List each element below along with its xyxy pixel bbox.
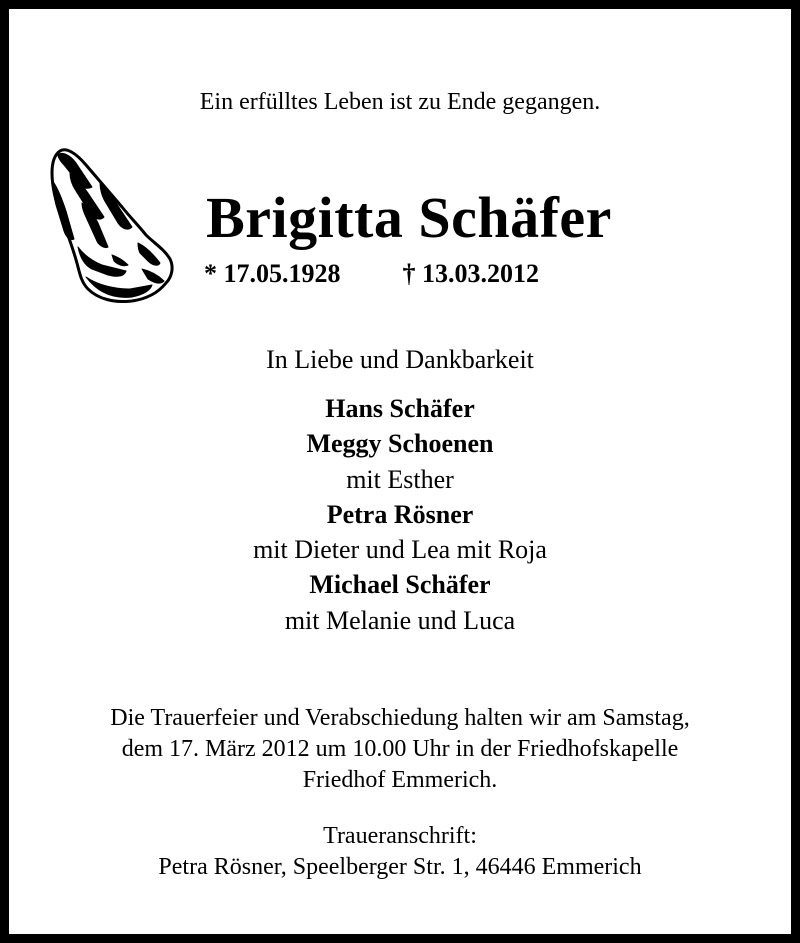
family-member: Michael Schäfer [309,570,491,600]
family-member: mit Dieter und Lea mit Roja [253,535,547,565]
address-text: Petra Rösner, Speelberger Str. 1, 46446 Emmerich [158,854,642,880]
family-member: mit Melanie und Luca [284,605,516,635]
service-line: Die Trauerfeier und Verabschiedung halten wir am Samstag, [110,705,690,731]
mourning-address [9,821,791,883]
family-member: mit Esther [346,464,454,494]
service-line: dem 17. März 2012 um 10.00 Uhr in der Friedhofskapelle [121,736,679,762]
deceased-name: Brigitta Schäfer [206,185,612,250]
service-line: Friedhof Emmerich. [302,767,498,793]
family-member: Meggy Schoenen [306,429,494,459]
death-date: † 13.03.2012 [402,259,539,288]
life-dates [204,259,624,289]
family-member: Petra Rösner [326,499,474,529]
family-list [9,391,791,638]
family-member: Hans Schäfer [325,394,475,423]
funeral-service-info [9,703,791,796]
birth-date: * 17.05.1928 [204,259,341,288]
thanks-line: In Liebe und Dankbarkeit [266,345,534,374]
intro-line: Ein erfülltes Leben ist zu Ende gegangen. [199,89,601,115]
address-label: Traueranschrift: [323,823,477,849]
